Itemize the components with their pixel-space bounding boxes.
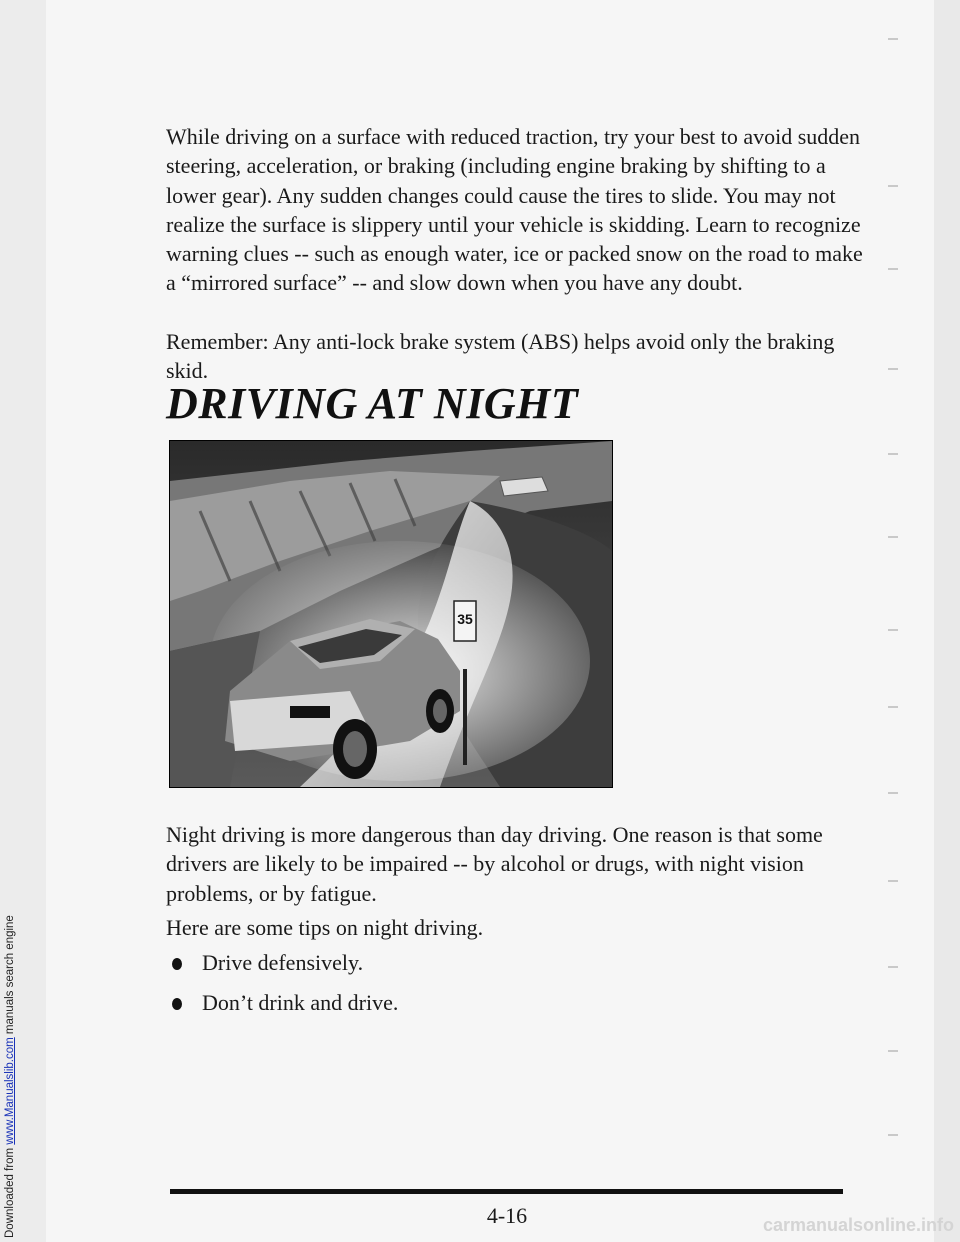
margin-mark (888, 880, 898, 882)
bullet-dot-icon (172, 998, 182, 1010)
banner-prefix: Downloaded from (4, 1147, 16, 1238)
margin-mark (888, 185, 898, 187)
watermark: carmanualsonline.info (762, 1215, 954, 1235)
manualslib-link[interactable]: www.Manualslib.com (4, 1037, 16, 1145)
bullet-item (172, 988, 398, 1017)
banner-suffix: manuals search engine (4, 915, 16, 1035)
bullet-text: Drive defensively. (202, 950, 364, 975)
bullet-text: Don’t drink and drive. (202, 990, 399, 1015)
paragraph-tips-intro: Here are some tips on night driving. (166, 915, 484, 940)
footer-rule (170, 1189, 843, 1194)
margin-mark (888, 368, 898, 370)
section-heading: DRIVING AT NIGHT (166, 379, 579, 428)
page-number: 4-16 (486, 1203, 528, 1228)
margin-mark (888, 1050, 898, 1052)
paragraph-reduced-traction: While driving on a surface with reduced traction, try your best to avoid sudden steering, acceleration, or braking (including engine braking by shifting to a lower gear). Any sudden changes could cause the tires to slide. You may not realize the surface is slippery until your vehicle is skidding. Learn to recognize warning clues -- such as enough water, ice or packed snow on the road to make a “mirrored surface” -- and slow down when you have any doubt. (166, 124, 863, 296)
margin-mark (888, 1134, 898, 1136)
margin-mark (888, 706, 898, 708)
margin-mark (888, 629, 898, 631)
margin-strip (0, 0, 46, 1242)
speed-sign-number: 35 (457, 611, 473, 627)
download-banner (4, 915, 16, 1238)
margin-mark (888, 536, 898, 538)
night-driving-illustration (169, 440, 613, 788)
margin-mark (888, 966, 898, 968)
margin-mark (888, 453, 898, 455)
paragraph-abs-note: Remember: Any anti-lock brake system (ABS) helps avoid only the braking skid. (166, 329, 835, 384)
bullet-item (172, 948, 363, 977)
margin-mark (888, 38, 898, 40)
bullet-dot-icon (172, 958, 182, 970)
margin-mark (888, 268, 898, 270)
margin-mark (888, 792, 898, 794)
paragraph-night-danger: Night driving is more dangerous than day driving. One reason is that some drivers are likely to be impaired -- by alcohol or drugs, with night vision problems, or by fatigue. (166, 822, 823, 906)
